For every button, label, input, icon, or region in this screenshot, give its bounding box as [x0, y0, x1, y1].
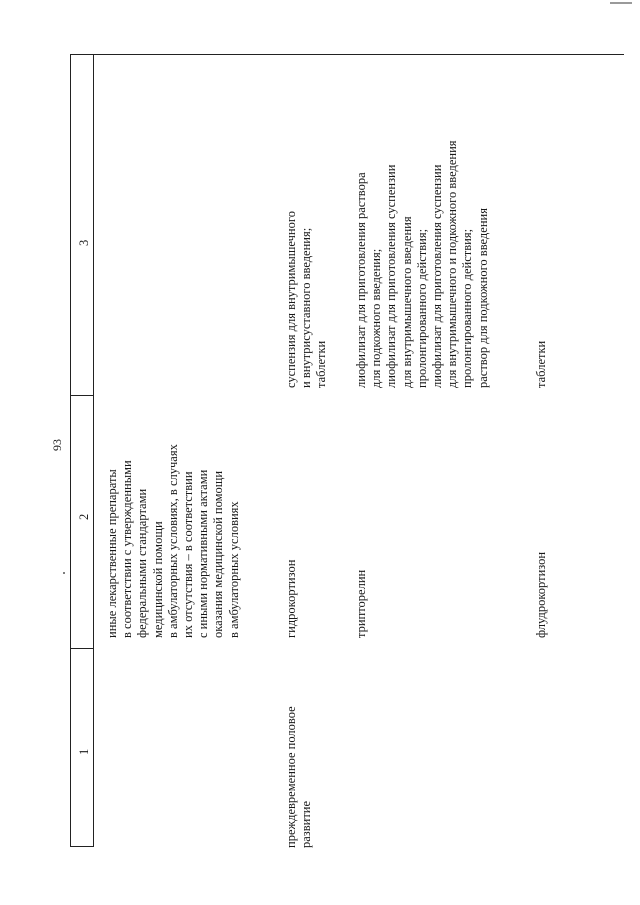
- row0-col2-text: иные лекарственные препараты в соответствии с утвержденными федеральными стандартами медицинской помощи в амбулаторных условиях, в случаях их отсутствия – в соответствии с иными нормативными актами оказания медицинской помощи в амбулаторных условиях: [105, 444, 241, 638]
- page-number: 93: [50, 439, 64, 451]
- header-col2: 2: [77, 513, 91, 520]
- row1-form: суспензия для внутримышечного и внутрисуставного введения; таблетки: [284, 211, 329, 388]
- header-col1: 1: [77, 748, 91, 755]
- row2-drug: трипторелин: [354, 569, 368, 638]
- table-border-top: [70, 54, 71, 847]
- row2-form: лиофилизат для приготовления раствора для подкожного введения; лиофилизат для приготовления суспензии для внутримышечного введения пролонгированного действия; лиофилизат для приготовления суспензии для внутримышечного и подкожного введения пролонгированного действия; раствор для подкожного введения: [354, 140, 490, 388]
- row3-drug: флудрокортизон: [534, 551, 548, 638]
- scan-speck: [63, 572, 65, 574]
- scan-mark: [610, 2, 632, 4]
- rotated-table: [77, 48, 611, 848]
- row1-condition: преждевременное половое развитие: [284, 706, 314, 848]
- row1-drug: гидрокортизон: [284, 559, 298, 638]
- header-col3: 3: [77, 239, 91, 246]
- row3-form: таблетки: [534, 340, 548, 388]
